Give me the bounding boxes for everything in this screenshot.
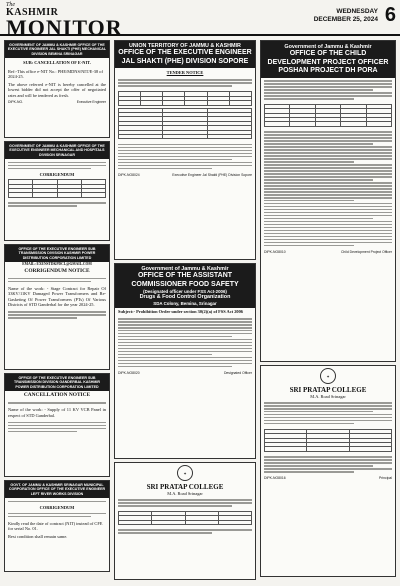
notice-header-ut: UNION TERRITORY OF JAMMU & KASHMIR [129, 43, 241, 49]
notice-std-kashmir [4, 244, 110, 370]
college-emblem-icon: ✦ [177, 465, 193, 481]
notice-signature: Child Development Project Officer [340, 249, 392, 254]
notice-header-govt: Government of Jammu & Kashmir [284, 44, 372, 50]
notice-header: GOVERNMENT OF JAMMU & KASHMIR OFFICE OF THE EXECUTIVE ENGINEER MECHANICAL AND HOSPITALS DIVISION SRINAGAR [5, 142, 109, 159]
notice-mechanical-hospitals [4, 141, 110, 241]
notice-title: CORRIGENDUM [39, 504, 75, 510]
college-table [118, 511, 252, 525]
notice-ref: DIPK-NO8024 [118, 172, 140, 177]
college-emblem-icon: ✦ [320, 368, 336, 384]
notice-header: OFFICE OF THE EXECUTIVE ENGINEER SUB TRANSMISSION DIVISION KASHMIR POWER DISTRIBUTION CORPORATION LIMITED [5, 245, 109, 262]
logo-the: The [6, 2, 15, 8]
notice-body: Name of the work: - Stage Contract for Repair Of 33KV/11KV Damaged Power Transformers and Re-Gasketing Of Power Transformers (PTs) Of Various Districts of STD Ganderbal for the year 2024-25. [8, 285, 106, 308]
notice-sp-college-mid [114, 462, 256, 580]
cdpo-table [264, 104, 392, 127]
notice-smc-left-river [4, 480, 110, 572]
notice-std-ganderbal [4, 373, 110, 477]
notice-signature: DIPK-NO. Executive Engineer [8, 100, 106, 105]
notice-sub: M.A. Road Srinagar [310, 394, 346, 400]
logo-kashmir: KASHMIR [6, 7, 59, 18]
notice-table [8, 179, 106, 198]
page-number: 6 [384, 4, 396, 26]
notice-ref: DIPK-NO8020 [118, 370, 140, 375]
notice-subject: Subject:- Prohibition Order under section 30(2)(a) of FSS Act 2006 [118, 309, 244, 315]
notice-header: GOVT. OF JAMMU & KASHMIR SRINAGAR MUNICIPAL CORPORATION OFFICE OF THE EXECUTIVE ENGINEER LEFT RIVER WORKS DIVISION [5, 481, 109, 498]
notice-email: EMAIL: EXENSTDKPDCL@GMAIL.COM [22, 262, 92, 267]
notice-title: CORRIGENDUM NOTICE [24, 267, 90, 274]
notice-signature: Principal [378, 476, 392, 481]
notice-phe-mechanical [4, 40, 110, 138]
notice-text-block [5, 159, 109, 171]
notice-ref: Ref:-This office e-NIT No.: PHE/MDNS/NIT/E-38 of 2024-25. [8, 68, 103, 80]
notice-header-govt: Government of Jammu & Kashmir [141, 266, 229, 272]
schedule-table [118, 108, 252, 140]
middle-column [114, 40, 256, 583]
notice-body: Name of the work: - Supply of 11 KV VCB Panel in respect of STD Ganderbal. [8, 407, 106, 418]
notice-jal-shakti-sopore [114, 40, 256, 260]
notice-title: SRI PRATAP COLLEGE [289, 386, 367, 394]
notice-header-org: Drugs & Food Control Organization [139, 294, 231, 301]
weekday: WEDNESDAY [336, 8, 378, 15]
college-schedule-table [264, 429, 392, 452]
masthead [0, 0, 400, 40]
logo-monitor: MONITOR [6, 15, 123, 40]
notice-signature: Designated Officer [223, 370, 252, 375]
notice-header-address: SDA Colony, Bemina, Srinagar [153, 300, 217, 306]
notice-body: Kindly read the date of contract (NIT) instead of CFE for serial No. 01. [8, 520, 103, 532]
notice-header: OFFICE OF THE EXECUTIVE ENGINEER SUB TRANSMISSION DIVISION GANDERBAL KASHMIR POWER DISTRIBUTION CORPORATION LIMITED [5, 374, 109, 391]
notice-ref: DIPK-NO8010 [264, 249, 286, 254]
notice-title: TENDER NOTICE [166, 69, 204, 75]
notice-header-office: OFFICE OF THE EXECUTIVE ENGINEER JAL SHAKTI (PHE) DIVISION SOPORE [118, 49, 252, 65]
notice-header-office: OFFICE OF THE ASSISTANT COMMISSIONER FOOD SAFETY [131, 272, 239, 288]
tender-table [118, 91, 252, 105]
notice-signature: Executive Engineer Jal Shakti (PHE) Division Sopore [172, 172, 252, 177]
notice-cdpo-poshan [260, 40, 396, 362]
notice-header-designation: (Designated officer under FSS Act-2006) [143, 288, 227, 294]
notice-header: GOVERNMENT OF JAMMU & KASHMIR OFFICE OF THE EXECUTIVE ENGINEER JAL SHAKTI (PHE) MECHANICAL DIVISION BEMINA SRINAGAR [5, 41, 109, 58]
right-column [260, 40, 396, 580]
date: DECEMBER 25, 2024 [313, 16, 378, 24]
issue-date [314, 8, 378, 25]
notice-title: SRI PRATAP COLLEGE [146, 483, 224, 491]
notice-body: The above referred e-NIT is hereby cancelled at the lowest bidder did not accept the offer of negotiated rates and will be tendered as fresh. [8, 81, 106, 98]
notice-title: SUB: CANCELLATION OF E-NIT. [23, 60, 91, 66]
notice-sp-college-right [260, 365, 396, 577]
notice-subheading: CORRIGENDUM [39, 171, 75, 177]
left-column [4, 40, 110, 575]
notice-title: CANCELLATION NOTICE [23, 392, 91, 399]
notice-ref: DIPK-NO8016 [264, 476, 286, 481]
notice-sub: M.A. Road Srinagar [167, 491, 203, 497]
notice-tail: Rest condition shall remain same. [8, 533, 68, 539]
notice-food-safety [114, 263, 256, 459]
notice-header-office: OFFICE OF THE CHILD DEVELOPMENT PROJECT OFFICER POSHAN PROJECT DH PORA [267, 50, 389, 74]
newspaper-logo [6, 2, 123, 39]
